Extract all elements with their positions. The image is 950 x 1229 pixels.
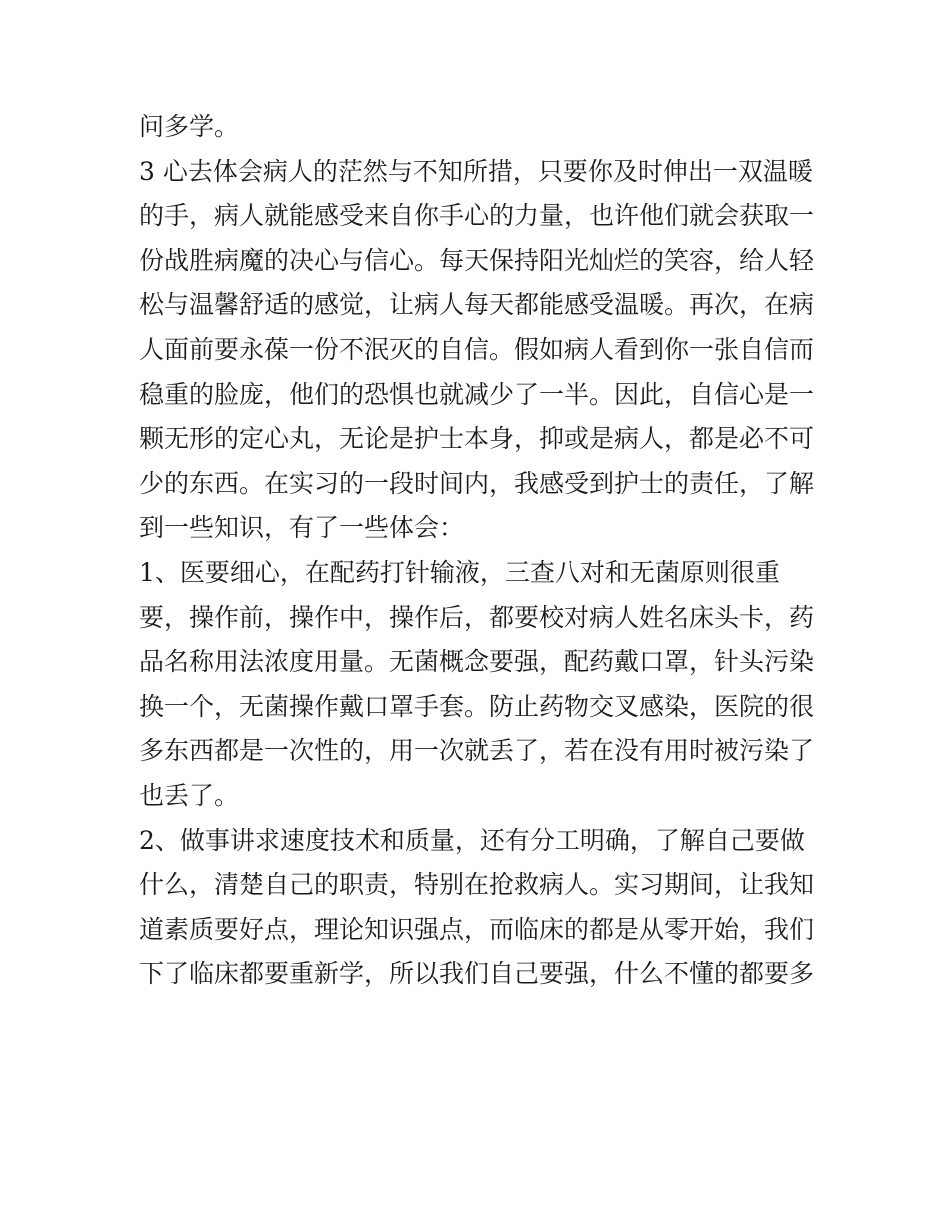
text-line: 到一些知识，有了一些体会： [139, 513, 465, 543]
text-line: 少的东西。在实习的一段时间内，我感受到护士的责任，了解 [139, 468, 815, 498]
text-line: 1、医要细心，在配药打针输液，三查八对和无菌原则很重 [139, 557, 780, 587]
text-line: 换一个，无菌操作戴口罩手套。防止药物交叉感染，医院的很 [139, 691, 815, 721]
text-line: 下了临床都要重新学，所以我们自己要强，什么不懂的都要多 [139, 959, 815, 989]
document-body [139, 105, 829, 997]
text-line: 2、做事讲求速度技术和质量，还有分工明确，了解自己要做 [139, 825, 805, 855]
text-line: 要，操作前，操作中，操作后，都要校对病人姓名床头卡，药 [139, 602, 815, 632]
text-line: 也丢了。 [139, 780, 240, 810]
text-line: 稳重的脸庞，他们的恐惧也就减少了一半。因此，自信心是一 [139, 379, 815, 409]
text-line: 的手，病人就能感受来自你手心的力量，也许他们就会获取一 [139, 201, 815, 231]
text-line: 颗无形的定心丸，无论是护士本身，抑或是病人，都是必不可 [139, 424, 815, 454]
text-line: 品名称用法浓度用量。无菌概念要强，配药戴口罩，针头污染 [139, 647, 815, 677]
text-line: 3 心去体会病人的茫然与不知所措，只要你及时伸出一双温暖 [139, 156, 813, 186]
text-line: 松与温馨舒适的感觉，让病人每天都能感受温暖。再次，在病 [139, 290, 815, 320]
text-line: 份战胜病魔的决心与信心。每天保持阳光灿烂的笑容，给人轻 [139, 245, 815, 275]
text-line: 问多学。 [139, 112, 240, 141]
text-line: 道素质要好点，理论知识强点，而临床的都是从零开始，我们 [139, 914, 815, 944]
text-line: 人面前要永葆一份不泯灭的自信。假如病人看到你一张自信而 [139, 334, 815, 364]
text-line: 什么，清楚自己的职责，特别在抢救病人。实习期间，让我知 [139, 870, 815, 900]
text-line: 多东西都是一次性的，用一次就丢了，若在没有用时被污染了 [139, 736, 815, 766]
